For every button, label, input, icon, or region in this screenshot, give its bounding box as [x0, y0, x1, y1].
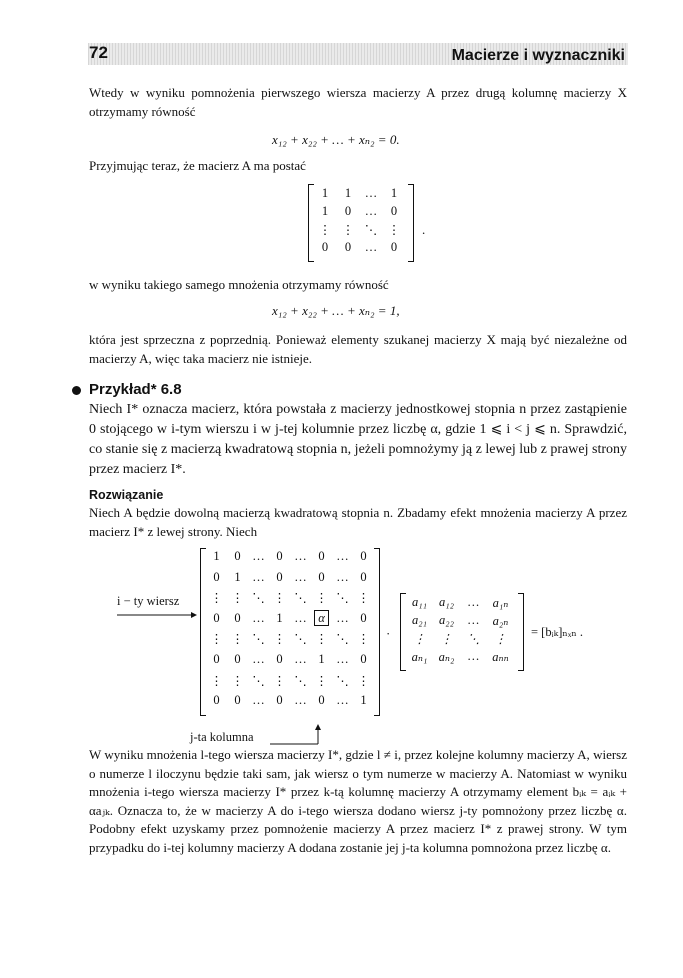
matrix-cell: ⋮ [413, 632, 426, 646]
matrix-cell: 0 [390, 240, 398, 254]
matrix-i-star [200, 548, 384, 716]
matrix-cell: ⋮ [273, 673, 286, 688]
row-arrow-icon [117, 610, 197, 620]
matrix-cell: … [336, 610, 349, 625]
matrix-cell: … [467, 649, 480, 663]
matrix-cell: ⋮ [315, 673, 328, 688]
matrix-cell: 0 [276, 549, 283, 563]
matrix-cell: 1 [390, 186, 398, 200]
page-number: 72 [89, 43, 108, 62]
matrix-cell: ⋮ [318, 223, 332, 237]
matrix-cell: ⋱ [467, 632, 480, 646]
paragraph: w wyniku takiego samego mnożenia otrzymamy równość [89, 277, 389, 292]
matrix-a-trailing: . [422, 222, 426, 237]
matrix-cell: … [294, 610, 307, 625]
matrix-cell: 1 [213, 549, 220, 563]
matrix-cell: … [294, 652, 307, 666]
matrix-cell: ⋱ [364, 223, 378, 237]
matrix-cell: ⋱ [252, 591, 265, 606]
matrix-cell: 0 [344, 204, 352, 218]
matrix-cell: ⋮ [210, 673, 223, 688]
matrix-cell: 1 [321, 204, 329, 218]
matrix-cell: … [252, 569, 265, 584]
matrix-cell: 1 [234, 569, 241, 584]
matrix-cell: 0 [321, 240, 329, 254]
equation: x₁₂ + x₂₂ + … + xₙ₂ = 1, [272, 303, 400, 318]
result-expression: = [bᵢₖ]ₙₓₙ . [531, 625, 584, 639]
matrix-cell: … [364, 240, 378, 254]
matrix-cell: 0 [276, 693, 283, 708]
matrix-a-general [400, 593, 528, 671]
paragraph: Przyjmując teraz, że macierz A ma postać [89, 158, 306, 173]
matrix-cell: 1 [276, 610, 283, 625]
bullet-icon [72, 386, 81, 395]
matrix-cell: … [294, 569, 307, 584]
matrix-cell: 0 [360, 610, 367, 625]
matrix-cell: ⋱ [294, 632, 307, 647]
column-label: j-ta kolumna [190, 730, 254, 744]
matrix-cell: aₙₙ [492, 650, 509, 664]
matrix-cell: 0 [234, 610, 241, 625]
matrix-cell: ⋱ [336, 632, 349, 647]
matrix-cell: 0 [318, 693, 325, 708]
matrix-cell: … [364, 204, 378, 218]
bracket-right [374, 548, 380, 716]
matrix-cell: … [294, 549, 307, 563]
paragraph: Wtedy w wyniku pomnożenia pierwszego wiersza macierzy A przez drugą kolumnę macierzy X otrzymamy równość [89, 85, 627, 119]
matrix-cell: 0 [213, 652, 220, 666]
matrix-cell: ⋮ [387, 223, 401, 237]
column-arrow-icon [270, 724, 330, 746]
matrix-cell: aₙ₂ [438, 650, 455, 664]
matrix-cell: a₁₂ [439, 595, 454, 609]
matrix-cell: 0 [234, 693, 241, 708]
matrix-cell: 0 [276, 652, 283, 666]
matrix-cell: ⋱ [294, 673, 307, 688]
matrix-cell: … [252, 693, 265, 708]
matrix-cell: 0 [213, 610, 220, 625]
matrix-cell: ⋮ [273, 632, 286, 647]
matrix-cell: … [336, 693, 349, 708]
matrix-cell: ⋮ [273, 591, 286, 606]
row-label: i − ty wiersz [117, 594, 180, 608]
matrix-cell: … [252, 652, 265, 666]
matrix-cell: ⋮ [210, 591, 223, 606]
matrix-cell: 0 [390, 204, 398, 218]
paragraph: W wyniku mnożenia l-tego wiersza macierzy I*, gdzie l ≠ i, przez kolejne kolumny macierzy A, wiersz o numerze l iloczynu będzie taki sam, jak wiersz o tym numerze w macierzy A. Natomiast w wyniku mnożenia i-tego wiersza macierzy I* przez k-tą kolumnę macierzy A otrzymamy element bᵢₖ = aᵢₖ + αaⱼₖ. Oznacza to, że w macierzy A do i-tego wiersza dodano wiersz j-ty pomnożony przez liczbę α. Podobny efekt uzyskamy przez pomnożenie macierzy A przez macierz I* z prawej strony. W tym przypadku do i-tej kolumny macierzy A dodana zostanie jej j-ta kolumna pomnożona przez liczbę α. [89, 747, 627, 855]
matrix-cell: 0 [234, 549, 241, 563]
matrix-cell: 0 [318, 549, 325, 563]
matrix-cell: … [336, 652, 349, 666]
matrix-cell: … [467, 613, 480, 627]
matrix-cell: a₁₁ [412, 595, 427, 609]
matrix-cell: 0 [360, 549, 367, 563]
matrix-cell: ⋮ [315, 591, 328, 606]
matrix-cell: ⋱ [252, 632, 265, 647]
matrix-cell: … [336, 549, 349, 563]
matrix-cell: … [294, 693, 307, 708]
matrix-cell: ⋮ [315, 632, 328, 647]
equation: x₁₂ + x₂₂ + … + xₙ₂ = 0. [272, 132, 400, 147]
running-title: Macierze i wyznaczniki [451, 47, 625, 64]
matrix-cell: ⋱ [336, 673, 349, 688]
matrix-cell: aₙ₁ [411, 650, 428, 664]
matrix-a [308, 184, 418, 262]
matrix-cell: ⋮ [231, 591, 244, 606]
matrix-cell: a₁ₙ [492, 596, 509, 610]
matrix-cell: … [252, 549, 265, 563]
matrix-cell: ⋮ [231, 632, 244, 647]
matrix-cell: 1 [344, 186, 352, 200]
matrix-cell: ⋮ [357, 673, 370, 688]
matrix-cell: 0 [344, 240, 352, 254]
paragraph: Niech I* oznacza macierz, która powstała z macierzy jednostkowej stopnia n przez zastąpienie 0 stojącego w i-tym wierszu i w j-tej kolumnie przez liczbę α, gdzie 1 ⩽ i < j ⩽ n. Sprawdzić, co stanie się z macierzą kwadratową stopnia n, jeżeli pomnożymy ją z lewej lub z prawej strony przez macierz I*. [89, 402, 627, 477]
matrix-cell: … [467, 595, 480, 609]
matrix-cell: 0 [276, 569, 283, 584]
matrix-cell: 0 [213, 693, 220, 708]
matrix-cell: ⋮ [210, 632, 223, 647]
matrix-cell: 0 [234, 652, 241, 666]
matrix-cell: ⋱ [252, 673, 265, 688]
matrix-cell: 0 [360, 652, 367, 666]
matrix-cell: … [364, 186, 378, 200]
matrix-cell: … [252, 610, 265, 625]
matrix-cell: ⋮ [357, 591, 370, 606]
matrix-cell: ⋮ [494, 632, 507, 646]
matrix-cell: 1 [360, 693, 367, 708]
paragraph: Niech A będzie dowolną macierzą kwadratową stopnia n. Zbadamy efekt mnożenia macierzy A przez macierz I* z lewej strony. Niech [89, 505, 627, 539]
bracket-right [408, 184, 414, 262]
matrix-cell: ⋮ [341, 223, 355, 237]
matrix-cell: 0 [360, 569, 367, 584]
matrix-cell: ⋱ [336, 591, 349, 606]
matrix-cell: … [336, 569, 349, 584]
matrix-cell: ⋮ [357, 632, 370, 647]
matrix-cell: a₂₂ [439, 613, 454, 627]
matrix-cell: a₂ₙ [492, 614, 509, 628]
matrix-cell: 1 [318, 652, 325, 666]
solution-heading: Rozwiązanie [89, 488, 164, 502]
matrix-cell: ⋮ [440, 632, 453, 646]
matrix-cell: 1 [321, 186, 329, 200]
matrix-cell: a₂₁ [412, 613, 427, 627]
matrix-cell: ⋮ [231, 673, 244, 688]
matrix-cell: α [311, 611, 332, 626]
bracket-right [518, 593, 524, 671]
matrix-cell: 0 [213, 569, 220, 584]
paragraph: która jest sprzeczna z poprzednią. Ponieważ elementy szukanej macierzy X mają być niezależne od macierzy A, więc taka macierz nie istnieje. [89, 332, 627, 366]
matrix-cell: 0 [318, 569, 325, 584]
multiply-dot: · [386, 626, 391, 641]
matrix-cell: ⋱ [294, 591, 307, 606]
example-heading: Przykład* 6.8 [89, 381, 182, 398]
